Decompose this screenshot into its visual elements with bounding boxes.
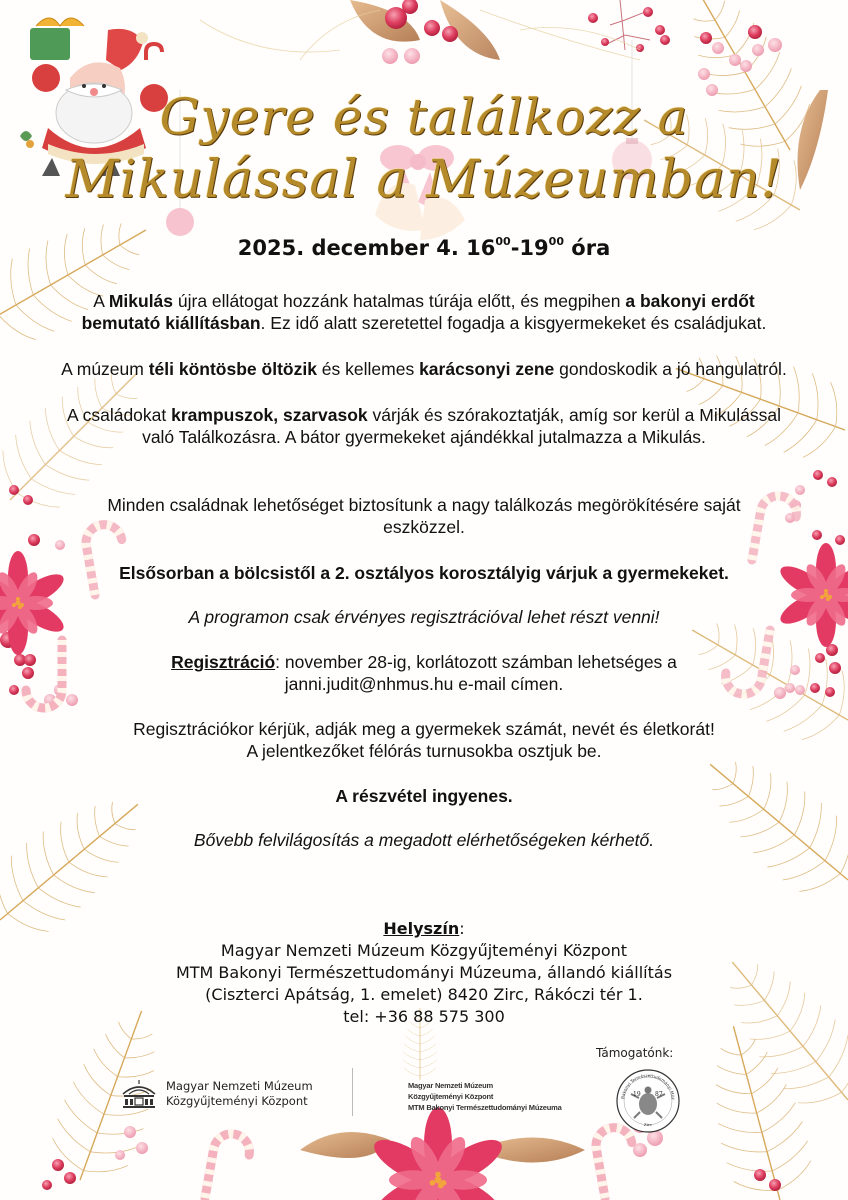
bold-text: karácsonyi zene (419, 359, 555, 379)
text: e-mail címen. (453, 674, 564, 694)
mnm-kk-logo (120, 1078, 313, 1110)
start-minutes: 00 (495, 235, 511, 248)
photo-paragraph: Minden családnak lehetőséget biztosítunk a nagy találkozás megörökítésére saját eszközzel. (107, 495, 741, 537)
event-time-sep: -19 (510, 236, 549, 260)
poster-title-line1: Gyere és találkozz a (159, 88, 689, 146)
text: : (275, 652, 281, 672)
registration-label: Regisztráció (171, 652, 276, 672)
mtm-bakony-logo (408, 1080, 562, 1113)
registration-required-note: A programon csak érvényes regisztrációval lehet részt venni! (188, 607, 660, 627)
registration-email[interactable]: janni.judit@nhmus.hu (284, 674, 454, 694)
families-paragraph (60, 404, 788, 448)
text: várják és szórakoztatják, amíg sor kerül a Mikulással való Találkozásra. A bátor gyermekeket ajándékkal jutalmazza a Mikulás. (142, 405, 781, 447)
museum-paragraph (60, 358, 788, 380)
text: : (459, 919, 465, 938)
location-line: Magyar Nemzeti Múzeum Közgyűjteményi Központ (220, 941, 628, 960)
event-date-time (0, 236, 848, 260)
registration-info-paragraph (60, 718, 788, 762)
free-participation-note: A részvétel ingyenes. (335, 786, 513, 806)
registration-paragraph (60, 651, 788, 695)
event-date: 2025. december 4. 16 (237, 236, 496, 260)
text: Regisztrációkor kérjük, adják meg a gyermekek számát, nevét és életkorát! (133, 719, 715, 739)
bold-text: Mikulás (108, 291, 174, 311)
text: A családokat (67, 405, 172, 425)
text: gondoskodik a jó hangulatról. (554, 359, 787, 379)
more-info-note: Bővebb felvilágosítás a megadott elérhetőségeken kérhető. (193, 830, 655, 850)
age-group-paragraph: Elsősorban a bölcsistől a 2. osztályos korosztályig várjuk a gyermekeket. (119, 563, 729, 583)
text: A múzeum (61, 359, 149, 379)
text: A jelentkezőket félórás turnusokba osztjuk be. (246, 741, 602, 761)
seal-bottom-text: Zirc (643, 1122, 653, 1127)
location-line: MTM Bakonyi Természettudományi Múzeuma, állandó kiállítás (175, 963, 673, 982)
logo-left-line1: Magyar Nemzeti Múzeum (166, 1079, 313, 1093)
logo-left-line2: Közgyűjteményi Központ (166, 1094, 308, 1108)
text: . Ez idő alatt szeretettel fogadja a kisgyermekeket és családjukat. (260, 313, 767, 333)
end-minutes: 00 (548, 235, 564, 248)
logo-mid-line1: Magyar Nemzeti Múzeum (408, 1081, 493, 1090)
text: november 28-ig, korlátozott számban lehetséges a (280, 652, 677, 672)
location-block (60, 918, 788, 1028)
sponsor-seal (615, 1068, 681, 1134)
museum-building-icon (120, 1078, 158, 1110)
seal-year-left: 19 (633, 1091, 641, 1098)
sponsor-label: Támogatónk: (596, 1046, 674, 1060)
bold-text: téli köntösbe öltözik (148, 359, 317, 379)
logo-divider (352, 1068, 353, 1116)
seal-year-right: 87 (655, 1091, 663, 1098)
seal-ring-text: Bakonyi Természettudományi Múz (620, 1072, 676, 1100)
bold-text: a bakonyi erdőt bemutató kiállításban (81, 291, 755, 333)
text: újra ellátogat hozzánk hatalmas túrája előtt, és megpihen (173, 291, 626, 311)
event-time-unit: óra (563, 236, 611, 260)
logo-mid-line3: MTM Bakonyi Természettudományi Múzeuma (408, 1103, 562, 1112)
text: A (93, 291, 109, 311)
poster-title-line2: Mikulással a Múzeumban! (65, 150, 783, 210)
intro-paragraph (60, 290, 788, 334)
location-label: Helyszín (383, 919, 460, 938)
bold-text: krampuszok, szarvasok (171, 405, 368, 425)
location-phone: tel: +36 88 575 300 (343, 1007, 505, 1026)
logo-mid-line2: Közgyűjteményi Központ (408, 1092, 494, 1101)
text: és kellemes (316, 359, 420, 379)
location-line: (Ciszterci Apátság, 1. emelet) 8420 Zirc, Rákóczi tér 1. (205, 985, 643, 1004)
